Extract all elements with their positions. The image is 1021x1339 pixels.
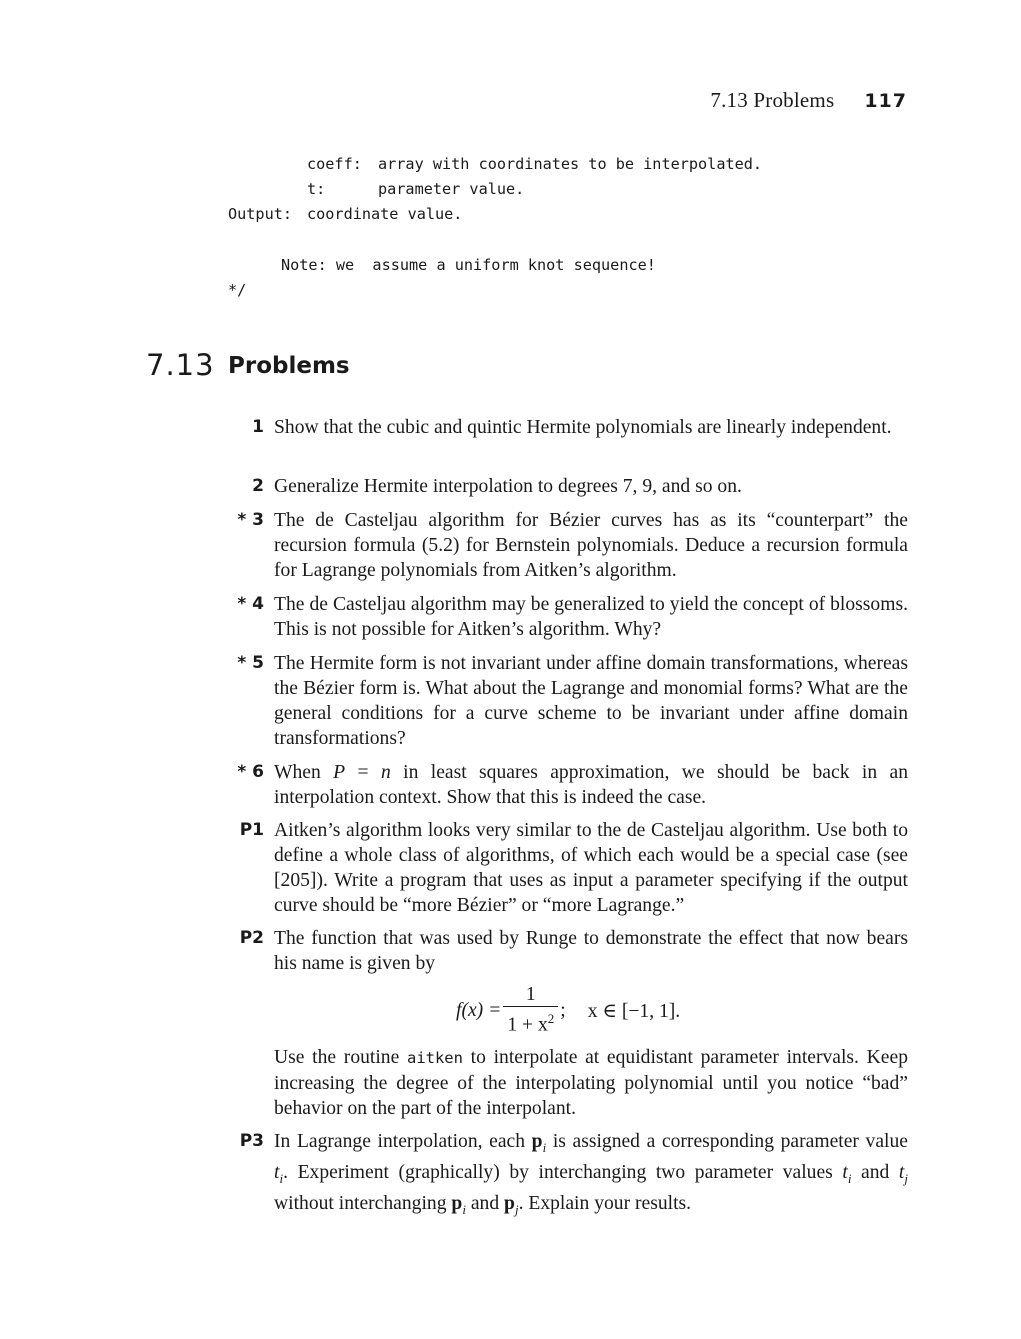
formula-fraction bbox=[503, 984, 558, 1038]
problem-text: The de Casteljau algorithm for Bézier curves has as its “counterpart” the recursion formula (5.2) for Bernstein polynomials. Deduce a recursion formula for Lagrange polynomials from Aitken’s algorithm. bbox=[274, 510, 908, 581]
running-header-title: 7.13 Problems bbox=[710, 88, 835, 112]
formula-numerator: 1 bbox=[525, 984, 536, 1005]
problem-text: The function that was used by Runge to demonstrate the effect that now bears his name is given by bbox=[274, 928, 908, 974]
problem-item bbox=[237, 508, 908, 583]
formula-separator: ; bbox=[560, 999, 566, 1021]
code-comment-end: */ bbox=[228, 281, 247, 299]
problem-text: Use the routine aitken to interpolate at equidistant parameter intervals. Keep increasing the degree of the interpolating polynomial until you notice “bad” behavior on the part of the interpolant. bbox=[274, 1047, 908, 1119]
problem-number: P1 bbox=[239, 820, 264, 840]
aitken-routine: aitken bbox=[406, 1049, 463, 1067]
problem-text: In Lagrange interpolation, each $p_i$ is assigned a corresponding parameter value $t_i$. Experiment (graphically) by interchanging two parameter values $t_i$ and $t_j$ without interchanging $p_i$ and $p_j$. Explain your results. bbox=[274, 1131, 908, 1217]
problem-number: * 3 bbox=[237, 510, 264, 530]
problem-item bbox=[237, 651, 908, 751]
runge-formula bbox=[456, 984, 680, 1038]
section-number: 7.13 bbox=[146, 348, 215, 382]
problem-continuation bbox=[274, 1045, 908, 1121]
code-output-desc: coordinate value. bbox=[307, 205, 463, 223]
problem-item bbox=[239, 926, 908, 976]
problem-item bbox=[237, 592, 908, 642]
problem-item bbox=[252, 474, 908, 499]
section-title: Problems bbox=[228, 353, 350, 379]
formula-lhs: f(x) = bbox=[456, 999, 502, 1021]
problem-number: * 4 bbox=[237, 594, 264, 614]
problem-text: Show that the cubic and quintic Hermite polynomials are linearly independent. bbox=[274, 417, 892, 438]
problem-item bbox=[237, 760, 908, 810]
problem-item bbox=[252, 415, 908, 440]
page-number: 117 bbox=[864, 90, 907, 112]
code-note: Note: we assume a uniform knot sequence! bbox=[281, 256, 656, 274]
code-coeff-key: coeff: bbox=[307, 155, 362, 173]
problem-number: P3 bbox=[239, 1131, 264, 1151]
problem-text: When P = n in least squares approximation, we should be back in an interpolation context. Show that this is indeed the case. bbox=[274, 762, 908, 808]
code-output-key: Output: bbox=[228, 205, 293, 223]
problem-number: P2 bbox=[239, 928, 264, 948]
problem-text: Generalize Hermite interpolation to degrees 7, 9, and so on. bbox=[274, 476, 742, 497]
problem-number: * 6 bbox=[237, 762, 264, 782]
formula-denominator: $1 + x^2$ bbox=[503, 1006, 558, 1038]
running-header bbox=[710, 88, 907, 113]
problem-item bbox=[239, 818, 908, 918]
problem-text: The Hermite form is not invariant under affine domain transformations, whereas the Bézier form is. What about the Lagrange and monomial forms? What are the general conditions for a curve scheme to be invariant under affine domain transformations? bbox=[274, 653, 908, 749]
problem-item bbox=[239, 1129, 908, 1222]
code-t-desc: parameter value. bbox=[378, 180, 525, 198]
problem-text: The de Casteljau algorithm may be generalized to yield the concept of blossoms. This is not possible for Aitken’s algorithm. Why? bbox=[274, 594, 908, 640]
problem-number: * 5 bbox=[237, 653, 264, 673]
formula-domain: x ∈ [−1, 1]. bbox=[587, 1000, 681, 1022]
code-t-key: t: bbox=[307, 180, 326, 198]
code-coeff-desc: array with coordinates to be interpolated. bbox=[378, 155, 763, 173]
problem-number: 1 bbox=[252, 417, 264, 437]
problem-number: 2 bbox=[252, 476, 264, 496]
problem-text: Aitken’s algorithm looks very similar to the de Casteljau algorithm. Use both to define a whole class of algorithms, of which each would be a special case (see [205]). Write a program that uses as input a parameter specifying if the output curve should be “more Bézier” or “more Lagrange.” bbox=[274, 820, 908, 916]
